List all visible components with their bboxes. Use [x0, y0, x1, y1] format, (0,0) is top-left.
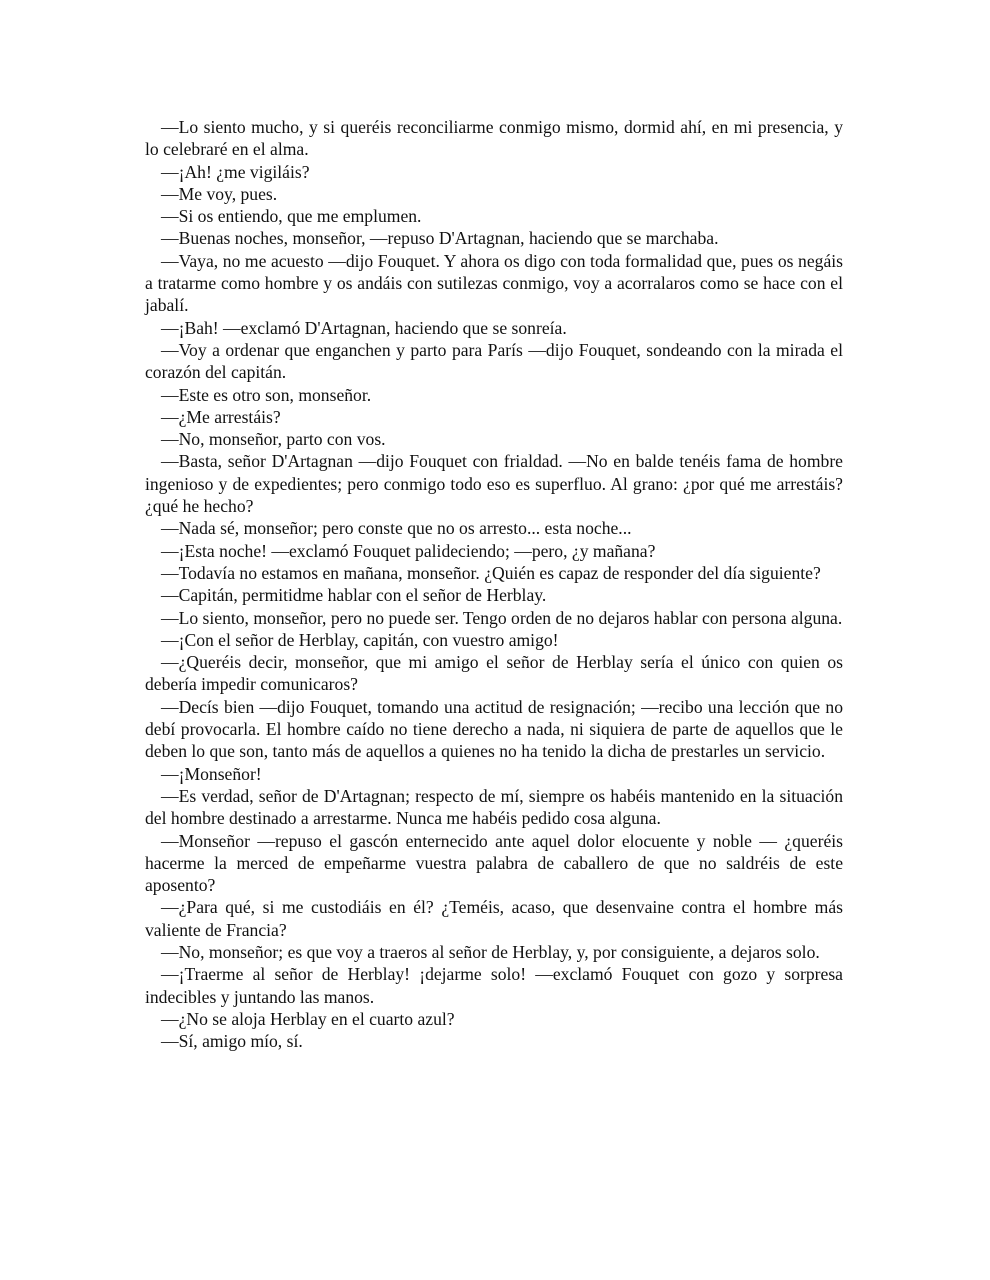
paragraph: —Monseñor —repuso el gascón enternecido ante aquel dolor elocuente y noble — ¿queréis hacerme la merced de empeñarme vuestra palabra de caballero de que no saldréis de este aposento? — [145, 830, 843, 896]
paragraph: —¡Con el señor de Herblay, capitán, con vuestro amigo! — [161, 629, 559, 650]
paragraph: —Basta, señor D'Artagnan —dijo Fouquet con frialdad. —No en balde tenéis fama de hombre ingenioso y de expedientes; pero conmigo todo eso es superfluo. Al grano: ¿por qué me arrestáis? ¿qué he hecho? — [145, 451, 843, 517]
paragraph: —¿Queréis decir, monseñor, que mi amigo el señor de Herblay sería el único con quien os debería impedir comunicaros? — [145, 652, 843, 695]
document-page — [145, 116, 843, 1052]
paragraph: —Nada sé, monseñor; pero conste que no os arresto... esta noche... — [161, 518, 632, 539]
paragraph: —Capitán, permitidme hablar con el señor de Herblay. — [161, 585, 547, 606]
paragraph: —Si os entiendo, que me emplumen. — [161, 206, 422, 227]
paragraph: —¡Bah! —exclamó D'Artagnan, haciendo que se sonreía. — [161, 317, 567, 338]
paragraph: —No, monseñor, parto con vos. — [161, 429, 386, 450]
paragraph: —Sí, amigo mío, sí. — [161, 1031, 303, 1052]
paragraph: —Decís bien —dijo Fouquet, tomando una actitud de resignación; —recibo una lección que no debí provocarla. El hombre caído no tiene derecho a nada, ni siquiera de parte de aquellos que le deben lo que son, tanto más de aquellos a quienes no ha tenido la dicha de prestarles un servicio. — [145, 696, 843, 762]
paragraph: —¿Me arrestáis? — [161, 406, 281, 427]
paragraph: —¡Ah! ¿me vigiláis? — [161, 161, 310, 182]
paragraph: —Vaya, no me acuesto —dijo Fouquet. Y ahora os digo con toda formalidad que, pues os negáis a tratarme como hombre y os andáis con sutilezas conmigo, voy a acorralaros como se hace con el jabalí. — [145, 250, 843, 316]
paragraph: —Voy a ordenar que enganchen y parto para París —dijo Fouquet, sondeando con la mirada el corazón del capitán. — [145, 339, 843, 383]
paragraph: —¡Monseñor! — [161, 763, 262, 784]
paragraph: —Lo siento, monseñor, pero no puede ser. Tengo orden de no dejaros hablar con persona alguna. — [161, 607, 843, 628]
paragraph: —¿Para qué, si me custodiáis en él? ¿Teméis, acaso, que desenvaine contra el hombre más valiente de Francia? — [145, 897, 843, 940]
paragraph: —No, monseñor; es que voy a traeros al señor de Herblay, y, por consiguiente, a dejaros solo. — [161, 941, 820, 962]
paragraph: —¿No se aloja Herblay en el cuarto azul? — [161, 1008, 455, 1029]
paragraph: —Este es otro son, monseñor. — [161, 384, 372, 405]
paragraph: —Es verdad, señor de D'Artagnan; respecto de mí, siempre os habéis mantenido en la situación del hombre destinado a arrestarme. Nunca me habéis pedido cosa alguna. — [145, 785, 843, 829]
paragraph: —Todavía no estamos en mañana, monseñor. ¿Quién es capaz de responder del día siguiente? — [161, 562, 821, 583]
paragraph: —Lo siento mucho, y si queréis reconciliarme conmigo mismo, dormid ahí, en mi presencia, y lo celebraré en el alma. — [145, 117, 843, 160]
paragraph: —Me voy, pues. — [161, 183, 278, 204]
paragraph: —Buenas noches, monseñor, —repuso D'Artagnan, haciendo que se marchaba. — [161, 228, 719, 249]
paragraph: —¡Traerme al señor de Herblay! ¡dejarme solo! —exclamó Fouquet con gozo y sorpresa indecibles y juntando las manos. — [145, 964, 843, 1007]
paragraph: —¡Esta noche! —exclamó Fouquet palideciendo; —pero, ¿y mañana? — [161, 540, 656, 561]
